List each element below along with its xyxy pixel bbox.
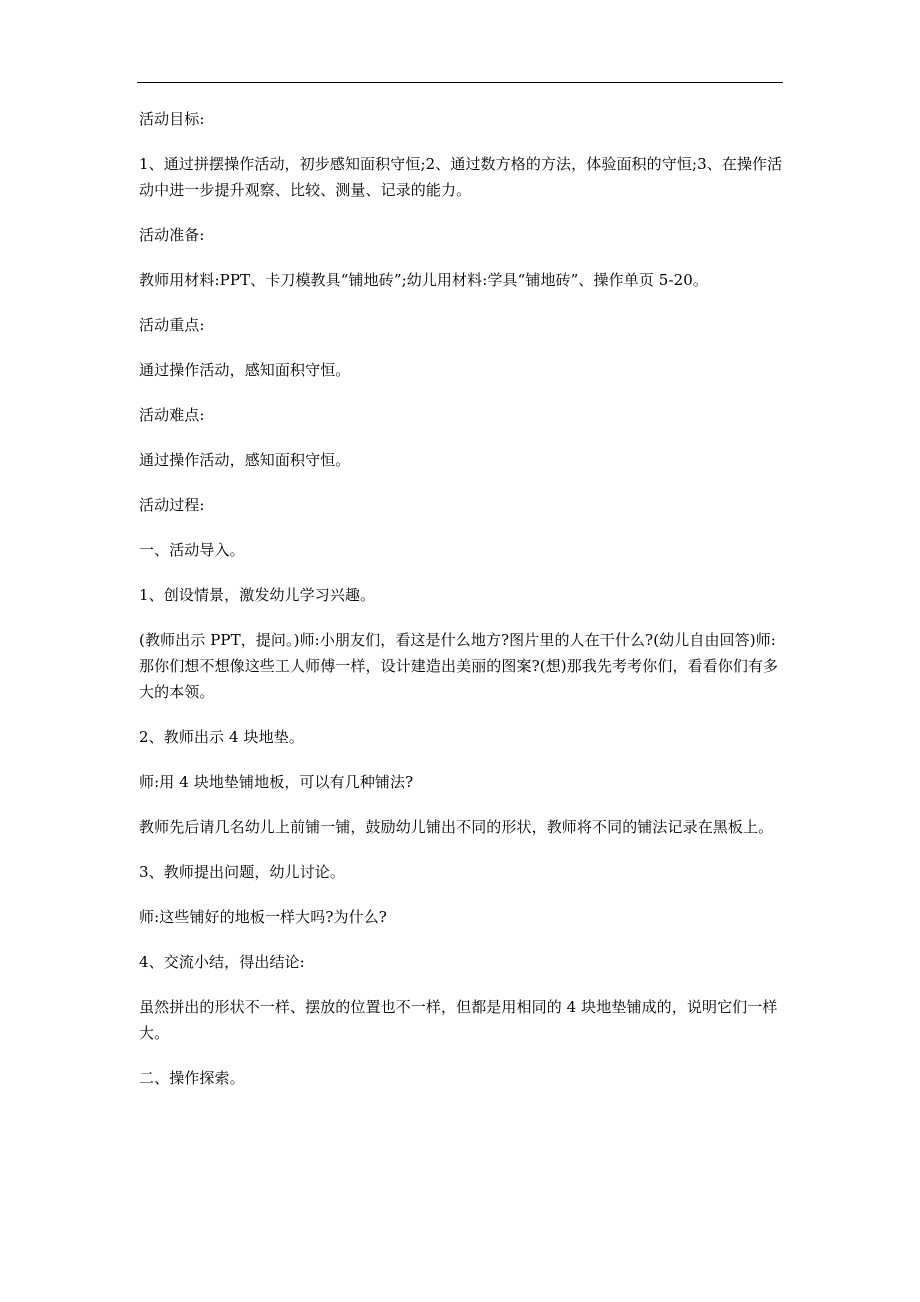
- header-rule: [137, 82, 783, 83]
- paragraph-key-points: 通过操作活动，感知面积守恒。: [139, 361, 351, 379]
- section-introduction: 一、活动导入。: [139, 541, 245, 559]
- heading-activity-process: 活动过程:: [139, 496, 205, 514]
- step-2: 2、教师出示 4 块地垫。: [139, 728, 304, 746]
- paragraph-activity-goals: 1、通过拼摆操作活动，初步感知面积守恒;2、通过数方格的方法，体验面积的守恒;3、在操作活动中进一步提升观察、比较、测量、记录的能力。: [139, 155, 783, 199]
- paragraph-step-2-activity: 教师先后请几名幼儿上前铺一铺，鼓励幼儿铺出不同的形状，教师将不同的铺法记录在黑板上。: [139, 818, 774, 836]
- paragraph-step-2-question: 师:用 4 块地垫铺地板，可以有几种铺法?: [139, 773, 414, 791]
- heading-activity-preparation: 活动准备:: [139, 226, 205, 244]
- heading-key-points: 活动重点:: [139, 316, 205, 334]
- heading-difficult-points: 活动难点:: [139, 406, 205, 424]
- heading-activity-goals: 活动目标:: [139, 110, 205, 128]
- step-1: 1、创设情景，激发幼儿学习兴趣。: [139, 586, 376, 604]
- paragraph-step-3-question: 师:这些铺好的地板一样大吗?为什么?: [139, 908, 387, 926]
- paragraph-step-4-conclusion: 虽然拼出的形状不一样、摆放的位置也不一样，但都是用相同的 4 块地垫铺成的，说明它们一样大。: [139, 998, 778, 1042]
- step-4: 4、交流小结，得出结论:: [139, 953, 305, 971]
- step-3: 3、教师提出问题，幼儿讨论。: [139, 863, 345, 881]
- paragraph-step-1-dialogue: (教师出示 PPT，提问。)师:小朋友们，看这是什么地方?图片里的人在干什么?(幼儿自由回答)师:那你们想不想像这些工人师傅一样，设计建造出美丽的图案?(想)那我先考考你们，看看你们有多大的本领。: [139, 631, 779, 701]
- paragraph-difficult-points: 通过操作活动，感知面积守恒。: [139, 451, 351, 469]
- section-operation-exploration: 二、操作探索。: [139, 1069, 245, 1087]
- paragraph-activity-preparation: 教师用材料:PPT、卡刀模教具“铺地砖”;幼儿用材料:学具“铺地砖”、操作单页 5-20。: [139, 271, 708, 289]
- document-body: [139, 106, 783, 1110]
